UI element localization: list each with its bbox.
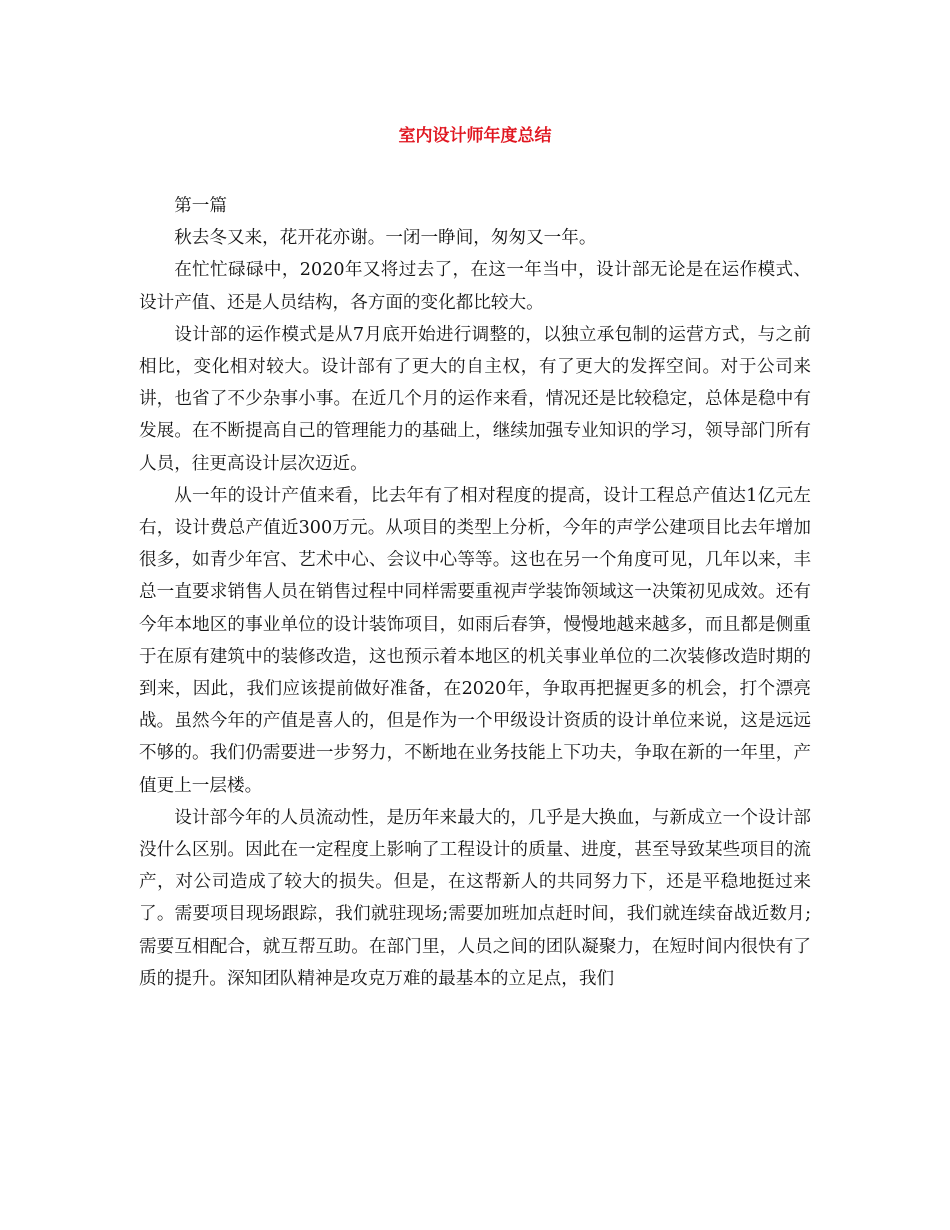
paragraph: 秋去冬又来，花开花亦谢。一闭一睁间，匆匆又一年。 <box>174 228 597 249</box>
paragraph: 在忙忙碌碌中，2020年又将过去了，在这一年当中，设计部无论是在运作模式、设计产值、还是人员结构，各方面的变化都比较大。 <box>139 260 811 313</box>
document-title: 室内设计师年度总结 <box>398 126 552 146</box>
document-body <box>139 190 811 995</box>
paragraph: 设计部的运作模式是从7月底开始进行调整的，以独立承包制的运营方式，与之前相比，变化相对较大。设计部有了更大的自主权，有了更大的发挥空间。对于公司来讲，也省了不少杂事小事。在近几个月的运作来看，情况还是比较稳定，总体是稳中有发展。在不断提高自己的管理能力的基础上，继续加强专业知识的学习，领导部门所有人员，往更高设计层次迈近。 <box>139 324 811 474</box>
section-heading: 第一篇 <box>174 196 227 216</box>
paragraph: 设计部今年的人员流动性，是历年来最大的，几乎是大换血，与新成立一个设计部没什么区别。因此在一定程度上影响了工程设计的质量、进度，甚至导致某些项目的流产，对公司造成了较大的损失。但是，在这帮新人的共同努力下，还是平稳地挺过来了。需要项目现场跟踪，我们就驻现场;需要加班加点赶时间，我们就连续奋战近数月;需要互相配合，就互帮互助。在部门里，人员之间的团队凝聚力，在短时间内很快有了质的提升。深知团队精神是攻克万难的最基本的立足点，我们 <box>139 807 811 989</box>
paragraph: 从一年的设计产值来看，比去年有了相对程度的提高，设计工程总产值达1亿元左右，设计费总产值近300万元。从项目的类型上分析，今年的声学公建项目比去年增加很多，如青少年宫、艺术中心、会议中心等等。这也在另一个角度可见，几年以来，丰总一直要求销售人员在销售过程中同样需要重视声学装饰领域这一决策初见成效。还有今年本地区的事业单位的设计装饰项目，如雨后春笋，慢慢地越来越多，而且都是侧重于在原有建筑中的装修改造，这也预示着本地区的机关事业单位的二次装修改造时期的到来，因此，我们应该提前做好准备，在2020年，争取再把握更多的机会，打个漂亮战。虽然今年的产值是喜人的，但是作为一个甲级设计资质的设计单位来说，这是远远不够的。我们仍需要进一步努力，不断地在业务技能上下功夫，争取在新的一年里，产值更上一层楼。 <box>139 485 811 796</box>
